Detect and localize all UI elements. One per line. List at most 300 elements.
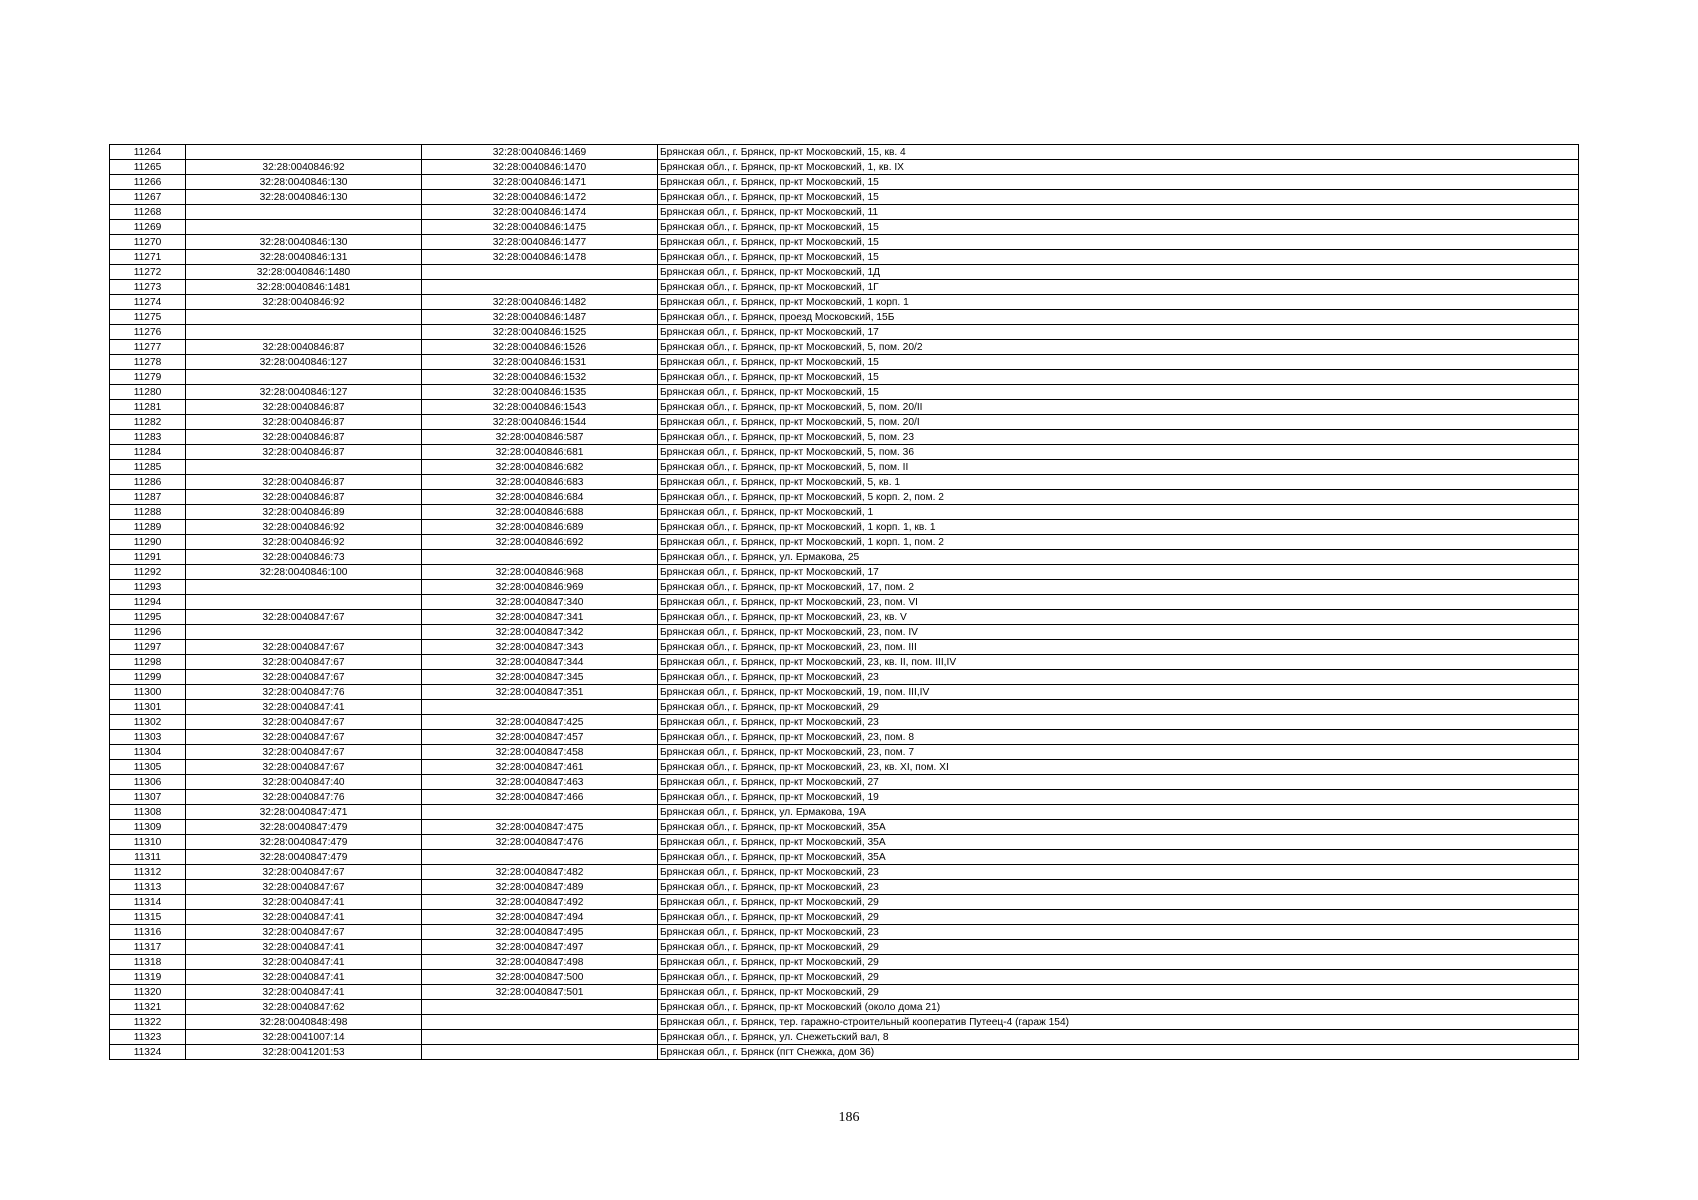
row-number-cell: 11273 — [110, 280, 186, 295]
object-cadastral-cell: 32:28:0040846:682 — [422, 460, 658, 475]
address-cell: Брянская обл., г. Брянск, пр-кт Московский, 23 — [658, 880, 1579, 895]
parcel-cadastral-cell: 32:28:0040847:41 — [186, 985, 422, 1000]
table-row — [110, 265, 1579, 280]
address-cell: Брянская обл., г. Брянск, пр-кт Московский, 17, пом. 2 — [658, 580, 1579, 595]
address-cell: Брянская обл., г. Брянск, пр-кт Московский, 15 — [658, 385, 1579, 400]
address-cell: Брянская обл., г. Брянск, пр-кт Московский, 35А — [658, 850, 1579, 865]
object-cadastral-cell: 32:28:0040847:475 — [422, 820, 658, 835]
row-number-cell: 11270 — [110, 235, 186, 250]
table-row — [110, 880, 1579, 895]
parcel-cadastral-cell: 32:28:0040846:127 — [186, 355, 422, 370]
address-cell: Брянская обл., г. Брянск, пр-кт Московский, 29 — [658, 895, 1579, 910]
address-cell: Брянская обл., г. Брянск, пр-кт Московский, 23, кв. XI, пом. XI — [658, 760, 1579, 775]
parcel-cadastral-cell: 32:28:0040846:87 — [186, 340, 422, 355]
address-cell: Брянская обл., г. Брянск, ул. Ермакова, 19А — [658, 805, 1579, 820]
row-number-cell: 11264 — [110, 145, 186, 160]
row-number-cell: 11323 — [110, 1030, 186, 1045]
address-cell: Брянская обл., г. Брянск, пр-кт Московский, 19, пом. III,IV — [658, 685, 1579, 700]
table-row — [110, 595, 1579, 610]
parcel-cadastral-cell: 32:28:0040847:67 — [186, 865, 422, 880]
row-number-cell: 11280 — [110, 385, 186, 400]
table-row — [110, 940, 1579, 955]
object-cadastral-cell: 32:28:0040847:500 — [422, 970, 658, 985]
object-cadastral-cell — [422, 1000, 658, 1015]
table-row — [110, 925, 1579, 940]
parcel-cadastral-cell: 32:28:0040847:67 — [186, 925, 422, 940]
object-cadastral-cell: 32:28:0040846:1474 — [422, 205, 658, 220]
table-row — [110, 535, 1579, 550]
address-cell: Брянская обл., г. Брянск, пр-кт Московский, 15 — [658, 175, 1579, 190]
table-row — [110, 580, 1579, 595]
object-cadastral-cell: 32:28:0040847:463 — [422, 775, 658, 790]
address-cell: Брянская обл., г. Брянск, пр-кт Московский, 23, пом. IV — [658, 625, 1579, 640]
table-row — [110, 685, 1579, 700]
address-cell: Брянская обл., г. Брянск, пр-кт Московский, 1 корп. 1, кв. 1 — [658, 520, 1579, 535]
parcel-cadastral-cell: 32:28:0040846:92 — [186, 160, 422, 175]
parcel-cadastral-cell: 32:28:0040846:87 — [186, 445, 422, 460]
table-row — [110, 1030, 1579, 1045]
parcel-cadastral-cell — [186, 595, 422, 610]
table-row — [110, 295, 1579, 310]
object-cadastral-cell: 32:28:0040846:692 — [422, 535, 658, 550]
address-cell: Брянская обл., г. Брянск, пр-кт Московский, 23, кв. II, пом. III,IV — [658, 655, 1579, 670]
address-cell: Брянская обл., г. Брянск, пр-кт Московский, 11 — [658, 205, 1579, 220]
parcel-cadastral-cell: 32:28:0040847:479 — [186, 835, 422, 850]
table-row — [110, 1045, 1579, 1060]
address-cell: Брянская обл., г. Брянск, пр-кт Московский, 23, пом. VI — [658, 595, 1579, 610]
address-cell: Брянская обл., г. Брянск, пр-кт Московский, 5, пом. 20/II — [658, 400, 1579, 415]
object-cadastral-cell: 32:28:0040847:497 — [422, 940, 658, 955]
table-row — [110, 1000, 1579, 1015]
object-cadastral-cell — [422, 1015, 658, 1030]
parcel-cadastral-cell: 32:28:0040847:471 — [186, 805, 422, 820]
row-number-cell: 11268 — [110, 205, 186, 220]
row-number-cell: 11279 — [110, 370, 186, 385]
address-cell: Брянская обл., г. Брянск, пр-кт Московский, 23, пом. 7 — [658, 745, 1579, 760]
row-number-cell: 11322 — [110, 1015, 186, 1030]
parcel-cadastral-cell — [186, 580, 422, 595]
row-number-cell: 11283 — [110, 430, 186, 445]
table-row — [110, 565, 1579, 580]
parcel-cadastral-cell: 32:28:0040847:67 — [186, 670, 422, 685]
table-row — [110, 670, 1579, 685]
parcel-cadastral-cell: 32:28:0040847:67 — [186, 640, 422, 655]
parcel-cadastral-cell: 32:28:0040846:92 — [186, 520, 422, 535]
row-number-cell: 11318 — [110, 955, 186, 970]
table-row — [110, 460, 1579, 475]
address-cell: Брянская обл., г. Брянск, пр-кт Московский, 1 корп. 1, пом. 2 — [658, 535, 1579, 550]
object-cadastral-cell — [422, 805, 658, 820]
address-cell: Брянская обл., г. Брянск, пр-кт Московский, 35А — [658, 820, 1579, 835]
row-number-cell: 11317 — [110, 940, 186, 955]
parcel-cadastral-cell: 32:28:0040847:67 — [186, 745, 422, 760]
table-row — [110, 910, 1579, 925]
table-row — [110, 820, 1579, 835]
parcel-cadastral-cell: 32:28:0040847:67 — [186, 760, 422, 775]
parcel-cadastral-cell — [186, 625, 422, 640]
parcel-cadastral-cell: 32:28:0040846:89 — [186, 505, 422, 520]
table-row — [110, 985, 1579, 1000]
row-number-cell: 11310 — [110, 835, 186, 850]
parcel-cadastral-cell: 32:28:0040846:87 — [186, 430, 422, 445]
object-cadastral-cell: 32:28:0040846:968 — [422, 565, 658, 580]
row-number-cell: 11313 — [110, 880, 186, 895]
parcel-cadastral-cell: 32:28:0040846:73 — [186, 550, 422, 565]
address-cell: Брянская обл., г. Брянск, пр-кт Московский, 5, пом. 36 — [658, 445, 1579, 460]
address-cell: Брянская обл., г. Брянск, пр-кт Московский, 15 — [658, 370, 1579, 385]
parcel-cadastral-cell: 32:28:0040847:41 — [186, 940, 422, 955]
table-row — [110, 775, 1579, 790]
table-row — [110, 895, 1579, 910]
table-row — [110, 715, 1579, 730]
parcel-cadastral-cell: 32:28:0040847:41 — [186, 895, 422, 910]
table-row — [110, 490, 1579, 505]
object-cadastral-cell: 32:28:0040847:341 — [422, 610, 658, 625]
table-row — [110, 745, 1579, 760]
table-row — [110, 340, 1579, 355]
object-cadastral-cell: 32:28:0040847:458 — [422, 745, 658, 760]
parcel-cadastral-cell: 32:28:0040846:100 — [186, 565, 422, 580]
row-number-cell: 11298 — [110, 655, 186, 670]
address-cell: Брянская обл., г. Брянск, пр-кт Московский, 15 — [658, 190, 1579, 205]
table-row — [110, 955, 1579, 970]
parcel-cadastral-cell: 32:28:0040847:62 — [186, 1000, 422, 1015]
parcel-cadastral-cell: 32:28:0040847:67 — [186, 880, 422, 895]
table-row — [110, 805, 1579, 820]
object-cadastral-cell: 32:28:0040846:1544 — [422, 415, 658, 430]
address-cell: Брянская обл., г. Брянск, пр-кт Московский, 5, пом. 20/2 — [658, 340, 1579, 355]
object-cadastral-cell: 32:28:0040846:1472 — [422, 190, 658, 205]
table-row — [110, 370, 1579, 385]
row-number-cell: 11265 — [110, 160, 186, 175]
object-cadastral-cell: 32:28:0040846:1532 — [422, 370, 658, 385]
parcel-cadastral-cell: 32:28:0040847:41 — [186, 910, 422, 925]
object-cadastral-cell — [422, 265, 658, 280]
table-row — [110, 415, 1579, 430]
table-body — [110, 145, 1579, 1060]
row-number-cell: 11299 — [110, 670, 186, 685]
table-row — [110, 250, 1579, 265]
table-row — [110, 235, 1579, 250]
address-cell: Брянская обл., г. Брянск, пр-кт Московский (около дома 21) — [658, 1000, 1579, 1015]
table-row — [110, 970, 1579, 985]
table-row — [110, 640, 1579, 655]
parcel-cadastral-cell — [186, 460, 422, 475]
address-cell: Брянская обл., г. Брянск, пр-кт Московский, 27 — [658, 775, 1579, 790]
row-number-cell: 11285 — [110, 460, 186, 475]
address-cell: Брянская обл., г. Брянск, пр-кт Московский, 1Д — [658, 265, 1579, 280]
table-row — [110, 730, 1579, 745]
row-number-cell: 11293 — [110, 580, 186, 595]
object-cadastral-cell: 32:28:0040846:1482 — [422, 295, 658, 310]
parcel-cadastral-cell: 32:28:0040846:131 — [186, 250, 422, 265]
row-number-cell: 11312 — [110, 865, 186, 880]
object-cadastral-cell: 32:28:0040846:683 — [422, 475, 658, 490]
address-cell: Брянская обл., г. Брянск, пр-кт Московский, 23 — [658, 670, 1579, 685]
row-number-cell: 11271 — [110, 250, 186, 265]
parcel-cadastral-cell: 32:28:0040846:87 — [186, 490, 422, 505]
row-number-cell: 11309 — [110, 820, 186, 835]
address-cell: Брянская обл., г. Брянск, ул. Снежетьский вал, 8 — [658, 1030, 1579, 1045]
address-cell: Брянская обл., г. Брянск, пр-кт Московский, 1 корп. 1 — [658, 295, 1579, 310]
row-number-cell: 11305 — [110, 760, 186, 775]
object-cadastral-cell: 32:28:0040847:498 — [422, 955, 658, 970]
object-cadastral-cell: 32:28:0040846:1470 — [422, 160, 658, 175]
address-cell: Брянская обл., г. Брянск, пр-кт Московский, 15 — [658, 235, 1579, 250]
parcel-cadastral-cell — [186, 220, 422, 235]
table-row — [110, 160, 1579, 175]
table-row — [110, 205, 1579, 220]
object-cadastral-cell: 32:28:0040847:501 — [422, 985, 658, 1000]
table-row — [110, 610, 1579, 625]
address-cell: Брянская обл., г. Брянск, пр-кт Московский, 23 — [658, 925, 1579, 940]
table-row — [110, 430, 1579, 445]
row-number-cell: 11302 — [110, 715, 186, 730]
object-cadastral-cell: 32:28:0040846:1531 — [422, 355, 658, 370]
row-number-cell: 11307 — [110, 790, 186, 805]
table-row — [110, 550, 1579, 565]
address-cell: Брянская обл., г. Брянск, пр-кт Московский, 5, пом. 20/I — [658, 415, 1579, 430]
address-cell: Брянская обл., г. Брянск, пр-кт Московский, 15 — [658, 220, 1579, 235]
parcel-cadastral-cell: 32:28:0040847:76 — [186, 685, 422, 700]
address-cell: Брянская обл., г. Брянск, проезд Московский, 15Б — [658, 310, 1579, 325]
object-cadastral-cell: 32:28:0040847:466 — [422, 790, 658, 805]
parcel-cadastral-cell: 32:28:0041201:53 — [186, 1045, 422, 1060]
table-row — [110, 445, 1579, 460]
parcel-cadastral-cell: 32:28:0040846:130 — [186, 175, 422, 190]
object-cadastral-cell: 32:28:0040846:969 — [422, 580, 658, 595]
object-cadastral-cell: 32:28:0040846:684 — [422, 490, 658, 505]
address-cell: Брянская обл., г. Брянск, пр-кт Московский, 29 — [658, 970, 1579, 985]
parcel-cadastral-cell: 32:28:0040846:87 — [186, 415, 422, 430]
object-cadastral-cell: 32:28:0040846:689 — [422, 520, 658, 535]
table-row — [110, 505, 1579, 520]
parcel-cadastral-cell — [186, 370, 422, 385]
address-cell: Брянская обл., г. Брянск, пр-кт Московский, 1Г — [658, 280, 1579, 295]
row-number-cell: 11300 — [110, 685, 186, 700]
table-row — [110, 475, 1579, 490]
object-cadastral-cell — [422, 280, 658, 295]
parcel-cadastral-cell — [186, 310, 422, 325]
object-cadastral-cell: 32:28:0040846:1543 — [422, 400, 658, 415]
parcel-cadastral-cell — [186, 325, 422, 340]
row-number-cell: 11284 — [110, 445, 186, 460]
object-cadastral-cell — [422, 550, 658, 565]
row-number-cell: 11304 — [110, 745, 186, 760]
object-cadastral-cell: 32:28:0040846:1478 — [422, 250, 658, 265]
row-number-cell: 11320 — [110, 985, 186, 1000]
parcel-cadastral-cell: 32:28:0040846:130 — [186, 235, 422, 250]
object-cadastral-cell: 32:28:0040846:1475 — [422, 220, 658, 235]
table-row — [110, 655, 1579, 670]
parcel-cadastral-cell: 32:28:0040846:92 — [186, 535, 422, 550]
parcel-cadastral-cell: 32:28:0040847:67 — [186, 610, 422, 625]
row-number-cell: 11269 — [110, 220, 186, 235]
table-row — [110, 625, 1579, 640]
object-cadastral-cell: 32:28:0040847:461 — [422, 760, 658, 775]
table-row — [110, 280, 1579, 295]
address-cell: Брянская обл., г. Брянск, пр-кт Московский, 23 — [658, 865, 1579, 880]
address-cell: Брянская обл., г. Брянск, пр-кт Московский, 23, пом. 8 — [658, 730, 1579, 745]
row-number-cell: 11288 — [110, 505, 186, 520]
data-table — [109, 144, 1579, 1060]
row-number-cell: 11308 — [110, 805, 186, 820]
row-number-cell: 11306 — [110, 775, 186, 790]
address-cell: Брянская обл., г. Брянск, пр-кт Московский, 19 — [658, 790, 1579, 805]
parcel-cadastral-cell: 32:28:0040846:130 — [186, 190, 422, 205]
table-row — [110, 400, 1579, 415]
parcel-cadastral-cell: 32:28:0040846:87 — [186, 475, 422, 490]
object-cadastral-cell — [422, 1030, 658, 1045]
row-number-cell: 11282 — [110, 415, 186, 430]
address-cell: Брянская обл., г. Брянск, ул. Ермакова, 25 — [658, 550, 1579, 565]
table-row — [110, 310, 1579, 325]
object-cadastral-cell: 32:28:0040847:494 — [422, 910, 658, 925]
address-cell: Брянская обл., г. Брянск, пр-кт Московский, 23 — [658, 715, 1579, 730]
parcel-cadastral-cell: 32:28:0040846:92 — [186, 295, 422, 310]
row-number-cell: 11296 — [110, 625, 186, 640]
row-number-cell: 11278 — [110, 355, 186, 370]
parcel-cadastral-cell: 32:28:0040846:1481 — [186, 280, 422, 295]
object-cadastral-cell: 32:28:0040847:495 — [422, 925, 658, 940]
object-cadastral-cell: 32:28:0040847:340 — [422, 595, 658, 610]
address-cell: Брянская обл., г. Брянск, пр-кт Московский, 29 — [658, 910, 1579, 925]
address-cell: Брянская обл., г. Брянск, пр-кт Московский, 29 — [658, 700, 1579, 715]
object-cadastral-cell: 32:28:0040847:342 — [422, 625, 658, 640]
address-cell: Брянская обл., г. Брянск, пр-кт Московский, 17 — [658, 565, 1579, 580]
address-cell: Брянская обл., г. Брянск, пр-кт Московский, 15 — [658, 355, 1579, 370]
table-row — [110, 865, 1579, 880]
object-cadastral-cell: 32:28:0040847:344 — [422, 655, 658, 670]
parcel-cadastral-cell: 32:28:0040847:41 — [186, 955, 422, 970]
address-cell: Брянская обл., г. Брянск, пр-кт Московский, 29 — [658, 985, 1579, 1000]
object-cadastral-cell: 32:28:0040847:425 — [422, 715, 658, 730]
table-row — [110, 190, 1579, 205]
table-row — [110, 850, 1579, 865]
table-row — [110, 175, 1579, 190]
table-row — [110, 220, 1579, 235]
table-row — [110, 145, 1579, 160]
object-cadastral-cell: 32:28:0040847:351 — [422, 685, 658, 700]
object-cadastral-cell: 32:28:0040846:587 — [422, 430, 658, 445]
address-cell: Брянская обл., г. Брянск, пр-кт Московский, 23, кв. V — [658, 610, 1579, 625]
table-row — [110, 835, 1579, 850]
table-row — [110, 760, 1579, 775]
parcel-cadastral-cell: 32:28:0040847:67 — [186, 730, 422, 745]
row-number-cell: 11266 — [110, 175, 186, 190]
address-cell: Брянская обл., г. Брянск, пр-кт Московский, 5, кв. 1 — [658, 475, 1579, 490]
address-cell: Брянская обл., г. Брянск, пр-кт Московский, 29 — [658, 940, 1579, 955]
address-cell: Брянская обл., г. Брянск, пр-кт Московский, 5 корп. 2, пом. 2 — [658, 490, 1579, 505]
object-cadastral-cell — [422, 1045, 658, 1060]
row-number-cell: 11321 — [110, 1000, 186, 1015]
row-number-cell: 11287 — [110, 490, 186, 505]
page-number: 186 — [838, 1110, 860, 1125]
row-number-cell: 11311 — [110, 850, 186, 865]
parcel-cadastral-cell: 32:28:0041007:14 — [186, 1030, 422, 1045]
row-number-cell: 11277 — [110, 340, 186, 355]
object-cadastral-cell: 32:28:0040846:688 — [422, 505, 658, 520]
parcel-cadastral-cell — [186, 205, 422, 220]
row-number-cell: 11297 — [110, 640, 186, 655]
parcel-cadastral-cell: 32:28:0040847:41 — [186, 970, 422, 985]
table-row — [110, 385, 1579, 400]
row-number-cell: 11315 — [110, 910, 186, 925]
parcel-cadastral-cell: 32:28:0040847:479 — [186, 820, 422, 835]
object-cadastral-cell: 32:28:0040846:1477 — [422, 235, 658, 250]
object-cadastral-cell: 32:28:0040846:1535 — [422, 385, 658, 400]
row-number-cell: 11276 — [110, 325, 186, 340]
object-cadastral-cell: 32:28:0040847:343 — [422, 640, 658, 655]
parcel-cadastral-cell: 32:28:0040847:76 — [186, 790, 422, 805]
table-row — [110, 1015, 1579, 1030]
address-cell: Брянская обл., г. Брянск, пр-кт Московский, 15 — [658, 250, 1579, 265]
address-cell: Брянская обл., г. Брянск, пр-кт Московский, 29 — [658, 955, 1579, 970]
row-number-cell: 11314 — [110, 895, 186, 910]
parcel-cadastral-cell: 32:28:0040846:1480 — [186, 265, 422, 280]
address-cell: Брянская обл., г. Брянск (пгт Снежка, дом 36) — [658, 1045, 1579, 1060]
parcel-cadastral-cell: 32:28:0040847:67 — [186, 655, 422, 670]
table-row — [110, 325, 1579, 340]
parcel-cadastral-cell — [186, 145, 422, 160]
address-cell: Брянская обл., г. Брянск, пр-кт Московский, 15, кв. 4 — [658, 145, 1579, 160]
parcel-cadastral-cell: 32:28:0040847:67 — [186, 715, 422, 730]
object-cadastral-cell: 32:28:0040847:345 — [422, 670, 658, 685]
object-cadastral-cell: 32:28:0040847:492 — [422, 895, 658, 910]
address-cell: Брянская обл., г. Брянск, тер. гаражно-строительный кооператив Путеец-4 (гараж 154) — [658, 1015, 1579, 1030]
address-cell: Брянская обл., г. Брянск, пр-кт Московский, 5, пом. II — [658, 460, 1579, 475]
object-cadastral-cell: 32:28:0040846:1526 — [422, 340, 658, 355]
object-cadastral-cell: 32:28:0040847:476 — [422, 835, 658, 850]
address-cell: Брянская обл., г. Брянск, пр-кт Московский, 17 — [658, 325, 1579, 340]
row-number-cell: 11275 — [110, 310, 186, 325]
row-number-cell: 11272 — [110, 265, 186, 280]
parcel-cadastral-cell: 32:28:0040847:40 — [186, 775, 422, 790]
parcel-cadastral-cell: 32:28:0040847:41 — [186, 700, 422, 715]
parcel-cadastral-cell: 32:28:0040847:479 — [186, 850, 422, 865]
row-number-cell: 11290 — [110, 535, 186, 550]
object-cadastral-cell: 32:28:0040846:1471 — [422, 175, 658, 190]
row-number-cell: 11324 — [110, 1045, 186, 1060]
address-cell: Брянская обл., г. Брянск, пр-кт Московский, 1, кв. IX — [658, 160, 1579, 175]
address-cell: Брянская обл., г. Брянск, пр-кт Московский, 35А — [658, 835, 1579, 850]
object-cadastral-cell: 32:28:0040846:1487 — [422, 310, 658, 325]
object-cadastral-cell — [422, 850, 658, 865]
object-cadastral-cell: 32:28:0040847:489 — [422, 880, 658, 895]
row-number-cell: 11289 — [110, 520, 186, 535]
row-number-cell: 11286 — [110, 475, 186, 490]
parcel-cadastral-cell: 32:28:0040846:87 — [186, 400, 422, 415]
object-cadastral-cell: 32:28:0040847:482 — [422, 865, 658, 880]
row-number-cell: 11295 — [110, 610, 186, 625]
address-cell: Брянская обл., г. Брянск, пр-кт Московский, 23, пом. III — [658, 640, 1579, 655]
table-row — [110, 520, 1579, 535]
row-number-cell: 11292 — [110, 565, 186, 580]
object-cadastral-cell: 32:28:0040846:681 — [422, 445, 658, 460]
address-cell: Брянская обл., г. Брянск, пр-кт Московский, 1 — [658, 505, 1579, 520]
table-row — [110, 355, 1579, 370]
row-number-cell: 11301 — [110, 700, 186, 715]
object-cadastral-cell — [422, 700, 658, 715]
row-number-cell: 11294 — [110, 595, 186, 610]
row-number-cell: 11303 — [110, 730, 186, 745]
row-number-cell: 11319 — [110, 970, 186, 985]
object-cadastral-cell: 32:28:0040846:1469 — [422, 145, 658, 160]
parcel-cadastral-cell: 32:28:0040846:127 — [186, 385, 422, 400]
row-number-cell: 11316 — [110, 925, 186, 940]
row-number-cell: 11274 — [110, 295, 186, 310]
row-number-cell: 11267 — [110, 190, 186, 205]
